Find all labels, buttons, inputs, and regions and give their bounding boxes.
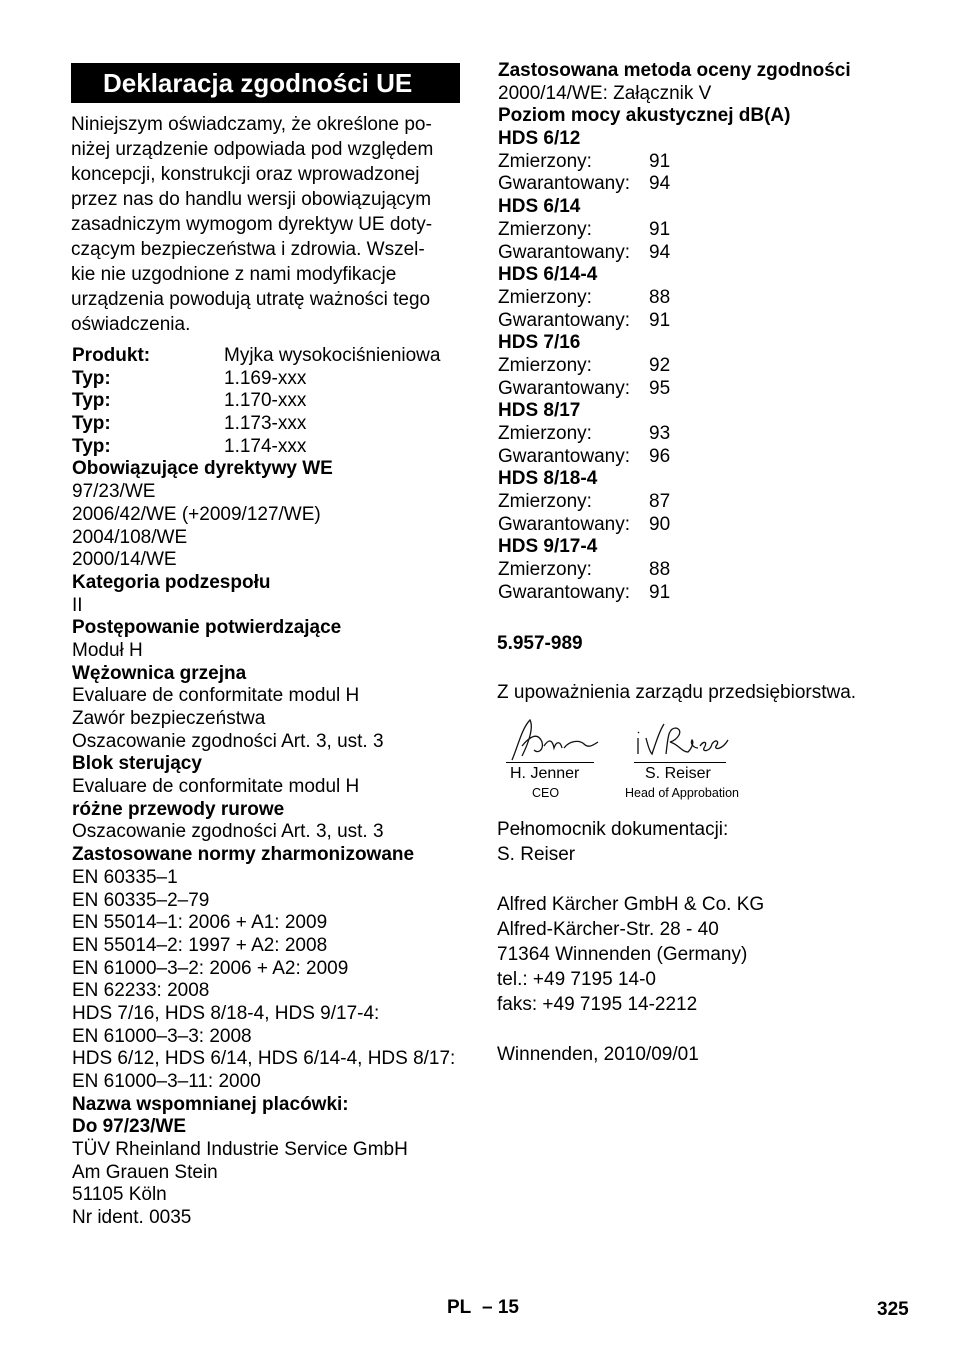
intro-line: czącym bezpieczeństwa i zdrowia. Wszel- <box>71 239 425 260</box>
signatures <box>500 712 780 807</box>
directives-heading: Obowiązujące dyrektywy WE <box>72 458 333 480</box>
measured-label: Zmierzony: <box>498 491 592 513</box>
signature-jenner-icon <box>508 716 600 764</box>
heating-coil-line: Oszacowanie zgodności Art. 3, ust. 3 <box>72 730 384 752</box>
type-label: Typ: <box>72 367 111 389</box>
standards-heading: Zastosowane normy zharmonizowane <box>72 844 415 866</box>
control-block-heading: Blok sterujący <box>72 753 202 775</box>
procedure-heading: Postępowanie potwierdzające <box>72 617 342 639</box>
measured-value: 92 <box>649 354 671 376</box>
model-name: HDS 6/12 <box>498 128 581 150</box>
guaranteed-row <box>498 582 918 605</box>
model-name: HDS 8/18-4 <box>498 468 598 490</box>
notified-body-heading: Nazwa wspomnianej placówki: <box>72 1093 349 1115</box>
pipes-heading: różne przewody rurowe <box>72 798 285 820</box>
guaranteed-row <box>498 446 918 469</box>
guaranteed-row <box>498 310 918 333</box>
signature-reiser-icon <box>632 718 732 762</box>
measured-value: 88 <box>649 559 671 581</box>
measured-label: Zmierzony: <box>498 559 592 581</box>
company-fax: faks: +49 7195 14-2212 <box>497 994 698 1015</box>
guaranteed-value: 90 <box>649 513 671 535</box>
measured-row <box>498 355 918 378</box>
product-value: Myjka wysokociśnieniowa <box>224 345 441 366</box>
page-title: Deklaracja zgodności UE <box>71 63 460 103</box>
authorization-text: Z upoważnienia zarządu przedsiębiorstwa. <box>497 682 857 703</box>
model-name: HDS 6/14 <box>498 196 581 218</box>
assessment-heading: Zastosowana metoda oceny zgodności <box>498 60 851 81</box>
intro-line: zasadniczym wymogom dyrektyw UE doty- <box>71 214 433 235</box>
guaranteed-value: 94 <box>649 241 671 263</box>
guaranteed-value: 96 <box>649 445 671 467</box>
procedure-value: Moduł H <box>72 639 143 661</box>
measured-label: Zmierzony: <box>498 423 592 444</box>
notified-body-line: Nr ident. 0035 <box>72 1207 192 1229</box>
directive-item: 2004/108/WE <box>72 526 188 548</box>
notified-body-line: TÜV Rheinland Industrie Service GmbH <box>72 1139 408 1161</box>
guaranteed-row <box>498 378 918 401</box>
guaranteed-label: Gwarantowany: <box>498 241 631 263</box>
standard-item: EN 62233: 2008 <box>72 980 210 1002</box>
guaranteed-row <box>498 173 918 196</box>
measured-label: Zmierzony: <box>498 218 592 240</box>
guaranteed-value: 91 <box>649 309 671 331</box>
company-street: Alfred-Kärcher-Str. 28 - 40 <box>497 919 719 940</box>
type-row <box>72 368 492 391</box>
measured-value: 91 <box>649 150 671 172</box>
directive-item: 2006/42/WE (+2009/127/WE) <box>72 503 321 525</box>
guaranteed-value: 95 <box>649 377 671 399</box>
standard-item: HDS 6/12, HDS 6/14, HDS 6/14-4, HDS 8/17: <box>72 1048 456 1070</box>
standard-item: HDS 7/16, HDS 8/18-4, HDS 9/17-4: <box>72 1002 380 1024</box>
measured-value: 93 <box>649 423 671 444</box>
model-name: HDS 9/17-4 <box>498 536 598 558</box>
guaranteed-value: 94 <box>649 173 671 195</box>
model-name: HDS 8/17 <box>498 400 581 422</box>
directive-item: 97/23/WE <box>72 481 156 503</box>
type-value: 1.174-xxx <box>224 435 307 457</box>
guaranteed-value: 91 <box>649 581 671 603</box>
measured-row <box>498 491 918 514</box>
standard-item: EN 55014–2: 1997 + A2: 2008 <box>72 934 328 956</box>
notified-body-subheading: Do 97/23/WE <box>72 1116 187 1138</box>
pipes-line: Oszacowanie zgodności Art. 3, ust. 3 <box>72 821 384 843</box>
type-label: Typ: <box>72 390 111 412</box>
place-date: Winnenden, 2010/09/01 <box>497 1044 699 1065</box>
measured-row <box>498 151 918 174</box>
measured-row <box>498 219 918 242</box>
category-value: II <box>72 594 83 616</box>
heating-coil-line: Evaluare de conformitate modul H <box>72 685 360 707</box>
type-row <box>72 436 492 459</box>
guaranteed-row <box>498 242 918 265</box>
documentation-name: S. Reiser <box>497 844 576 865</box>
signatory-role: CEO <box>532 786 560 800</box>
notified-body-line: Am Grauen Stein <box>72 1161 218 1183</box>
type-value: 1.170-xxx <box>224 390 307 412</box>
signatory-role: Head of Approbation <box>625 786 739 800</box>
measured-value: 88 <box>649 286 671 308</box>
guaranteed-label: Gwarantowany: <box>498 377 631 399</box>
order-number: 5.957-989 <box>497 633 583 654</box>
footer-page-number: – 15 <box>482 1297 519 1318</box>
company-name: Alfred Kärcher GmbH & Co. KG <box>497 894 765 915</box>
directive-item: 2000/14/WE <box>72 549 177 571</box>
company-city: 71364 Winnenden (Germany) <box>497 944 748 965</box>
category-heading: Kategoria podzespołu <box>72 571 271 593</box>
type-label: Typ: <box>72 435 111 457</box>
notified-body-line: 51105 Köln <box>72 1184 167 1206</box>
guaranteed-label: Gwarantowany: <box>498 445 631 467</box>
right-column <box>498 60 918 605</box>
measured-row <box>498 287 918 310</box>
intro-line: oświadczenia. <box>71 314 191 335</box>
measured-row <box>498 559 918 582</box>
intro-line: Niniejszym oświadczamy, że określone po- <box>71 114 432 135</box>
footer-language: PL <box>447 1297 472 1318</box>
measured-label: Zmierzony: <box>498 150 592 172</box>
footer-total-page: 325 <box>877 1299 909 1320</box>
intro-line: przez nas do handlu wersji obowiązującym <box>71 189 432 210</box>
guaranteed-label: Gwarantowany: <box>498 173 631 195</box>
standard-item: EN 60335–1 <box>72 866 178 888</box>
assessment-value: 2000/14/WE: Załącznik V <box>498 82 712 104</box>
guaranteed-row <box>498 514 918 537</box>
intro-line: kie nie uzgodnione z nami modyfikacje <box>71 264 397 285</box>
standard-item: EN 61000–3–2: 2006 + A2: 2009 <box>72 957 349 979</box>
model-name: HDS 7/16 <box>498 332 581 354</box>
control-block-line: Evaluare de conformitate modul H <box>72 776 360 798</box>
type-value: 1.169-xxx <box>224 367 307 389</box>
intro-line: koncepcji, konstrukcji oraz wprowadzonej <box>71 164 420 185</box>
guaranteed-label: Gwarantowany: <box>498 309 631 331</box>
guaranteed-label: Gwarantowany: <box>498 581 631 603</box>
documentation-label: Pełnomocnik dokumentacji: <box>497 819 729 840</box>
standard-item: EN 61000–3–3: 2008 <box>72 1025 252 1047</box>
type-value: 1.173-xxx <box>224 413 307 435</box>
left-column <box>72 345 492 1230</box>
heating-coil-heading: Wężownica grzejna <box>72 662 247 684</box>
signature-line <box>634 762 726 763</box>
product-label: Produkt: <box>72 345 151 366</box>
contact-block <box>497 817 764 1067</box>
signature-line <box>506 762 594 763</box>
measured-value: 87 <box>649 491 671 513</box>
intro-line: urządzenia powodują utratę ważności tego <box>71 289 431 310</box>
intro-paragraph <box>71 112 463 337</box>
model-name: HDS 6/14-4 <box>498 264 598 286</box>
measured-row <box>498 423 918 446</box>
signatory-name: S. Reiser <box>645 765 711 782</box>
measured-label: Zmierzony: <box>498 286 592 308</box>
product-row <box>72 345 492 368</box>
measured-label: Zmierzony: <box>498 354 592 376</box>
standard-item: EN 60335–2–79 <box>72 889 210 911</box>
measured-value: 91 <box>649 218 671 240</box>
guaranteed-label: Gwarantowany: <box>498 513 631 535</box>
type-label: Typ: <box>72 413 111 435</box>
standard-item: EN 61000–3–11: 2000 <box>72 1071 261 1092</box>
type-row <box>72 390 492 413</box>
heating-coil-line: Zawór bezpieczeństwa <box>72 708 266 729</box>
signatory-name: H. Jenner <box>510 765 580 782</box>
standard-item: EN 55014–1: 2006 + A1: 2009 <box>72 912 328 934</box>
intro-line: niżej urządzenie odpowiada pod względem <box>71 139 434 160</box>
company-phone: tel.: +49 7195 14-0 <box>497 969 656 990</box>
sound-heading: Poziom mocy akustycznej dB(A) <box>498 105 791 127</box>
type-row <box>72 413 492 436</box>
